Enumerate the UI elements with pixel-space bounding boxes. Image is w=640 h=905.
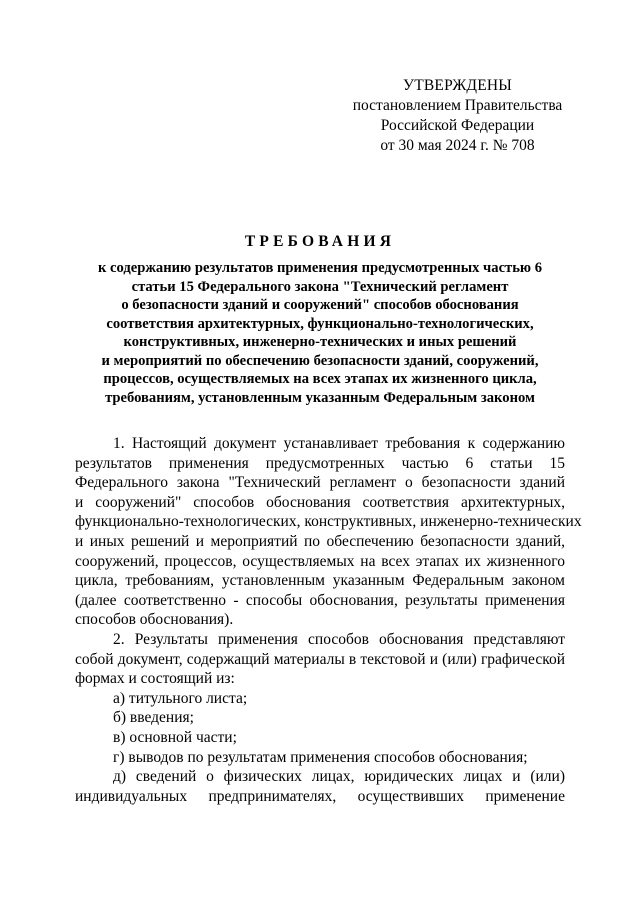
list-item: в) основной части; <box>113 728 237 746</box>
list-item: а) титульного листа; <box>113 689 248 707</box>
paragraph-1 <box>75 434 582 630</box>
approval-line: Российской Федерации <box>380 117 535 134</box>
subtitle-line: требованиям, установленным указанным Федеральным законом <box>105 389 535 406</box>
subtitle-line: и мероприятий по обеспечению безопасности зданий, сооружений, <box>101 352 539 369</box>
subtitle-line: конструктивных, инженерно-технических и иных решений <box>123 334 517 350</box>
paragraph-line: и иных решений и мероприятий по обеспечению безопасности зданий, <box>75 532 565 550</box>
document-title: ТРЕБОВАНИЯ <box>244 233 396 250</box>
paragraph-line: способов обоснования). <box>75 611 234 629</box>
subtitle-line: статьи 15 Федерального закона "Технический регламент <box>131 278 509 295</box>
list-item-d <box>75 767 565 806</box>
paragraph-line: 1. Настоящий документ устанавливает требования к содержанию <box>113 435 565 452</box>
document-subtitle <box>60 259 580 407</box>
subtitle-line: к содержанию результатов применения предусмотренных частью 6 <box>97 260 543 276</box>
paragraph-line: функционально-технологических, конструктивных, инженерно-технических <box>75 513 582 531</box>
approval-block <box>345 76 570 156</box>
paragraph-line: сооружений, процессов, осуществляемых на всех этапах их жизненного <box>75 552 565 570</box>
paragraph-line: индивидуальных предпринимателях, осуществивших применение <box>75 787 565 805</box>
approval-line: постановлением Правительства <box>352 97 563 114</box>
list-item: г) выводов по результатам применения способов обоснования; <box>113 748 528 766</box>
subtitle-line: соответствия архитектурных, функционально-технологических, <box>106 315 534 332</box>
paragraph-line: результатов применения предусмотренных частью 6 статьи 15 <box>75 454 565 472</box>
subtitle-line: процессов, осуществляемых на всех этапах их жизненного цикла, <box>103 371 537 387</box>
approval-date: от 30 мая 2024 г. № 708 <box>380 137 535 154</box>
paragraph-line: Федерального закона "Технический регламент о безопасности зданий <box>75 474 565 492</box>
approval-title: УТВЕРЖДЕНЫ <box>403 77 512 94</box>
paragraph-line: и сооружений" способов обоснования соответствия архитектурных, <box>75 493 565 511</box>
paragraph-line: цикла, требованиям, установленным указанным Федеральным законом <box>75 572 565 590</box>
paragraph-line: формах и состоящий из: <box>75 670 235 688</box>
document-body <box>75 434 582 806</box>
list-item: б) введения; <box>113 709 194 727</box>
subtitle-line: о безопасности зданий и сооружений" способов обоснования <box>121 297 519 313</box>
paragraph-line: 2. Результаты применения способов обоснования представляют <box>113 630 565 648</box>
paragraph-2 <box>75 630 565 689</box>
paragraph-line: (далее соответственно - способы обоснования, результаты применения <box>75 591 565 609</box>
paragraph-line: д) сведений о физических лицах, юридических лицах и (или) <box>113 768 565 786</box>
paragraph-line: собой документ, содержащий материалы в текстовой и (или) графической <box>75 650 565 668</box>
